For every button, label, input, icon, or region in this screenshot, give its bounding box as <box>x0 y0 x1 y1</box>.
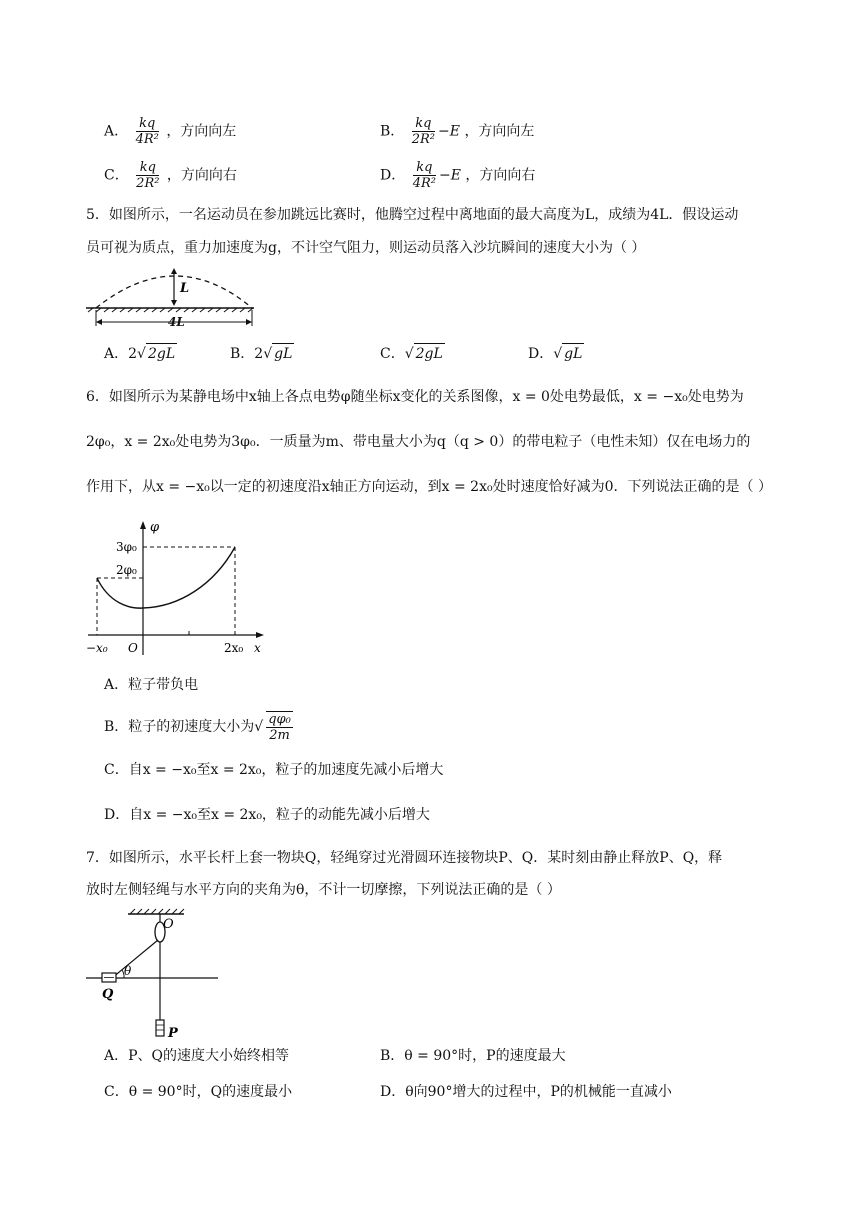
option-label: A． <box>104 346 129 362</box>
q6-stem-line1: 6．如图所示为某静电场中x轴上各点电势φ随坐标x变化的关系图像，x = 0处电势最低，x = −x₀处电势为 <box>86 389 744 405</box>
radicand: gL <box>562 343 584 364</box>
denominator: 2R² <box>411 132 436 147</box>
ring-label: O <box>163 917 174 932</box>
q6-option-a: A．粒子带负电 <box>104 677 199 693</box>
block-p-label: P <box>168 1026 178 1038</box>
fraction <box>412 116 435 147</box>
numerator: qφ₀ <box>268 712 291 727</box>
denominator: 2m <box>269 728 290 743</box>
two-x0-label: 2x₀ <box>224 641 244 655</box>
q4-option-c <box>104 160 237 191</box>
option-text: B．粒子的初速度大小为 <box>104 719 255 735</box>
rope-left <box>112 940 158 978</box>
fraction <box>413 160 436 191</box>
q4-option-b <box>380 116 534 147</box>
numerator: kq <box>413 160 436 176</box>
option-label: D． <box>380 167 406 184</box>
denominator: 4R² <box>412 176 436 191</box>
minus-e: −E <box>438 123 460 140</box>
option-tail: ，方向向左 <box>464 123 535 140</box>
potential-curve <box>97 547 235 608</box>
option-tail: ，方向向左 <box>166 123 237 140</box>
pulley-figure <box>84 906 224 1038</box>
numerator: kq <box>412 116 435 132</box>
fraction <box>266 711 293 743</box>
q7-stem-line1: 7．如图所示，水平长杆上套一物块Q，轻绳穿过光滑圆环连接物块P、Q．某时刻由静止释放P、Q，释 <box>86 850 723 866</box>
q7-option-b: B．θ = 90°时，P的速度最大 <box>380 1048 566 1064</box>
q7-option-c: C．θ = 90°时，Q的速度最小 <box>104 1084 293 1100</box>
long-jump-figure <box>84 262 264 330</box>
q6-option-d: D．自x = −x₀至x = 2x₀，粒子的动能先减小后增大 <box>104 807 430 823</box>
fraction <box>136 160 159 191</box>
q5-stem-line2: 员可视为质点，重力加速度为g，不计空气阻力，则运动员落入沙坑瞬间的速度大小为（ ） <box>86 240 646 256</box>
numerator: kq <box>136 160 159 176</box>
q4-option-a <box>104 116 236 147</box>
coefficient: 2 <box>254 346 264 362</box>
denominator: 4R² <box>135 132 159 147</box>
theta-label: θ <box>124 964 132 978</box>
q6-stem-line2: 2φ₀，x = 2x₀处电势为3φ₀．一质量为m、带电量大小为q（q > 0）的带电粒子（电性未知）仅在电场力的 <box>86 434 751 450</box>
option-label: C． <box>104 167 129 184</box>
q6-option-b: B．粒子的初速度大小为√ $\frac{\text{qφ₀}}{2m}$ <box>104 712 291 743</box>
q4-option-d <box>380 160 535 191</box>
minus-e: −E <box>438 167 461 184</box>
q6-stem-line3: 作用下，从x = −x₀以一定的初速度沿x轴正方向运动，到x = 2x₀处时速度恰好减为0．下列说法正确的是（ ） <box>86 479 772 495</box>
three-phi0-label: 3φ₀ <box>116 540 137 554</box>
option-label: C． <box>380 346 405 362</box>
option-tail: ，方向向右 <box>465 167 536 184</box>
radicand: gL <box>272 343 294 364</box>
neg-x0-label: −x₀ <box>86 641 108 655</box>
denominator: 2R² <box>136 176 160 191</box>
q5-option-b: B．2√ gL <box>230 343 294 364</box>
option-tail: ，方向向右 <box>166 167 237 184</box>
coefficient: 2 <box>128 346 138 362</box>
fraction <box>136 116 159 147</box>
two-phi0-label: 2φ₀ <box>116 563 137 577</box>
option-label: D． <box>528 346 554 362</box>
q5-stem-line1: 5．如图所示，一名运动员在参加跳远比赛时，他腾空过程中离地面的最大高度为L，成绩为4L．假设运动 <box>86 207 739 223</box>
q5-option-c: C．√ 2gL <box>380 343 445 364</box>
q6-option-c: C．自x = −x₀至x = 2x₀，粒子的加速度先减小后增大 <box>104 762 444 778</box>
radicand: 2gL <box>146 343 177 364</box>
block-q-label: Q <box>102 987 114 1002</box>
q7-stem-line2: 放时左侧轻绳与水平方向的夹角为θ，不计一切摩擦，下列说法正确的是（ ） <box>86 882 561 898</box>
option-label: B． <box>230 346 255 362</box>
radicand: 2gL <box>414 343 445 364</box>
height-label: L <box>180 281 190 296</box>
option-label: A． <box>104 123 129 140</box>
phi-label: φ <box>150 520 160 535</box>
potential-graph <box>84 515 274 663</box>
q5-option-a: A．2√ 2gL <box>104 343 177 364</box>
numerator: kq <box>136 116 159 132</box>
q7-option-a: A．P、Q的速度大小始终相等 <box>104 1048 290 1064</box>
q7-option-d: D．θ向90°增大的过程中，P的机械能一直减小 <box>380 1084 672 1100</box>
x-label: x <box>254 641 261 655</box>
block-p <box>156 1020 164 1036</box>
option-label: B． <box>380 123 405 140</box>
q5-option-d: D．√ gL <box>528 343 584 364</box>
origin-label: O <box>128 641 138 655</box>
distance-label: 4L <box>168 315 185 329</box>
